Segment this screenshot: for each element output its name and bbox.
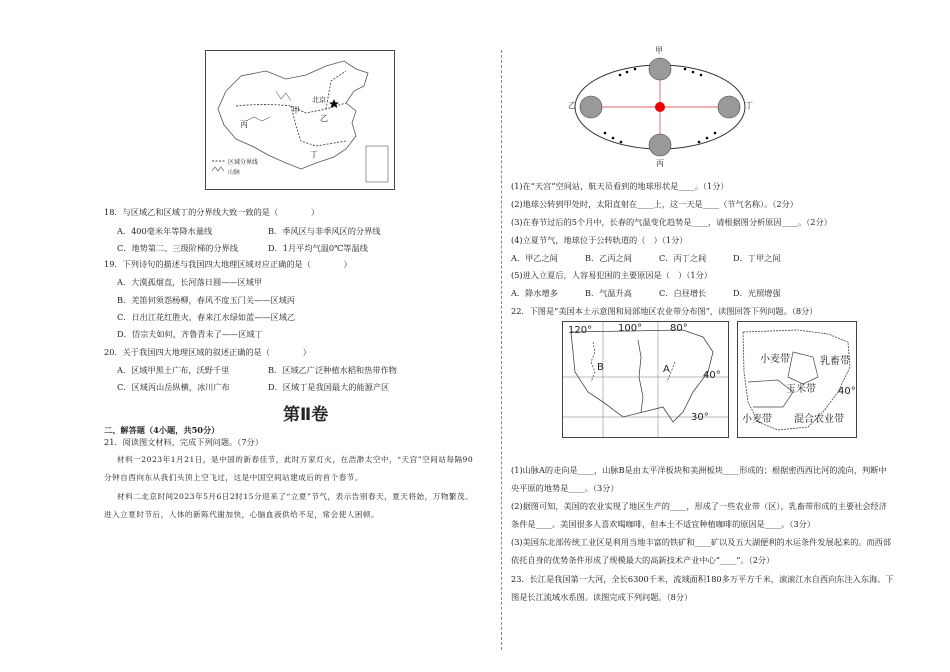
- orbit-label-ding: 丁: [745, 101, 753, 110]
- q22-item-3-line1: (3)美国东北部传统工业区是利用当地丰富的铁矿和____矿以及五大湖便利的水运条件发展起来的。而西部: [511, 537, 892, 547]
- section-2-title: 第Ⅱ卷: [283, 405, 329, 425]
- q18-option-c[interactable]: C．地势第二、三级阶梯的分界线: [117, 243, 238, 253]
- map-label-jia: 甲: [292, 106, 300, 115]
- beijing-star-icon: [329, 99, 339, 108]
- q19-option-a[interactable]: A．大漠孤烟直，长河落日圆——区域甲: [117, 277, 263, 287]
- q20-option-d[interactable]: D．区域丁是我国最大的能源产区: [268, 382, 390, 392]
- q21-item-1: (1)在“天宫”空间站，航天员看到的地球形状是____。（1分）: [511, 181, 729, 191]
- orbit-svg: [565, 45, 755, 170]
- q20-option-b[interactable]: B．区域乙广泛种植水稻和热带作物: [268, 365, 397, 375]
- earth-orbit-diagram: [565, 45, 755, 170]
- sun-icon: [655, 102, 665, 112]
- material2-line2: 进入立夏时节后，人体的新陈代谢加快，心脑血液供给不足，常会使人困顿。: [104, 510, 380, 519]
- map-label-ding: 丁: [310, 150, 318, 159]
- q21-4-option-c[interactable]: C．丙丁之间: [659, 253, 707, 263]
- question-22-stem: 22．下图是“美国本土示意图和局部地区农业带分布图”，读图回答下列问题。（8分）: [511, 306, 818, 316]
- q20-option-c[interactable]: C．区域丙山岳纵横，冰川广布: [117, 382, 230, 392]
- question-19-stem: 19．下列诗句的描述与我国四大地理区域对应正确的是（ ）: [104, 259, 352, 269]
- part2-heading: 二、解答题（4小题，共50分）: [104, 425, 220, 435]
- agriculture-belts-map: [737, 321, 857, 438]
- q21-5-option-b[interactable]: B．气温升高: [585, 288, 632, 298]
- belt-lat-label-40: 40°: [838, 386, 856, 397]
- mountain-label-b: B: [597, 362, 604, 373]
- q21-5-option-c[interactable]: C．白昼增长: [659, 288, 707, 298]
- q21-item-3: (3)在春节过后的5个月中，长春的气温变化趋势是____，请根据图分析原因____。（2分）: [511, 217, 832, 227]
- q21-4-option-a[interactable]: A．甲乙之间: [511, 253, 558, 263]
- belt-label-wheat-north: 小麦带: [760, 354, 790, 365]
- question-18-stem: 18．与区域乙和区域丁的分界线大致一致的是（ ）: [104, 207, 320, 217]
- us-map: [562, 321, 729, 438]
- map-label-yi: 乙: [320, 114, 328, 123]
- earth-ding-icon: [718, 96, 740, 118]
- belt-label-mixed: 混合农业带: [794, 414, 844, 425]
- material1-line1: 材料一2023年1月21日，是中国的新春佳节，此时万家灯火，在浩渺太空中，“天宫”空间站每隔90: [117, 455, 474, 464]
- earth-bing-icon: [649, 134, 671, 156]
- belt-label-dairy: 乳畜带: [820, 356, 850, 367]
- q21-item-4: (4)立夏节气，地球位于公转轨道的（ ）（1分）: [511, 235, 688, 245]
- china-regions-map: [205, 50, 395, 190]
- q22-item-3-line2: 依托自身的优势条件形成了规模最大的高新技术产业中心“____”。（2分）: [511, 555, 775, 565]
- q21-4-option-b[interactable]: B．乙丙之间: [585, 253, 632, 263]
- orbit-label-bing: 丙: [656, 159, 664, 168]
- q21-5-option-a[interactable]: A．降水增多: [511, 288, 558, 298]
- map-label-beijing: 北京: [312, 96, 326, 104]
- mountain-label-a: A: [663, 364, 670, 375]
- q18-option-b[interactable]: B．季风区与非季风区的分界线: [268, 226, 381, 236]
- legend-mountain: 山脉: [228, 169, 241, 176]
- q18-option-a[interactable]: A．400毫米年等降水量线: [117, 226, 213, 236]
- earth-yi-icon: [580, 96, 602, 118]
- question-23-line2: 图是长江流域水系图。读图完成下列问题。（8分）: [511, 592, 693, 602]
- q19-option-d[interactable]: D．岱宗夫如何，齐鲁青未了——区域丁: [117, 329, 263, 339]
- material2-line1: 材料二北京时间2023年5月6日2时15分迎来了“立夏”节气，表示告别春天，夏天将始，万物繁茂。: [117, 492, 474, 501]
- q21-item-5: (5)进入立夏后，人容易犯困的主要原因是（ ）（1分）: [511, 270, 713, 280]
- map-label-bing: 丙: [240, 120, 248, 129]
- q21-4-option-d[interactable]: D．丁甲之间: [733, 253, 781, 263]
- orbit-label-yi: 乙: [568, 101, 576, 110]
- q22-item-1-line2: 央平原的地势是____。（3分）: [511, 483, 619, 493]
- belt-label-wheat-south: 小麦带: [742, 414, 772, 425]
- q22-item-2-line2: 条件是____。美国很多人喜欢喝咖啡，但本土不适宜种植咖啡的原因是____。（3分）: [511, 519, 816, 529]
- q21-item-2: (2)地球公转到甲处时，太阳直射在____上，这一天是____（节气名称）。（2分）: [511, 199, 798, 209]
- question-20-stem: 20．关于我国四大地理区域的叙述正确的是（ ）: [104, 347, 311, 357]
- question-23-line1: 23．长江是我国第一大河，全长6300千米，流域面积180多万平方千米，滚滚江水自西向东注入东海。下: [511, 574, 894, 584]
- q22-item-1-line1: (1)山脉A的走向是____，山脉B是由太平洋板块和美洲板块____形成的；根据密西西比河的流向，判断中: [511, 465, 887, 475]
- q18-option-d[interactable]: D．1月平均气温0℃等温线: [268, 243, 368, 253]
- belt-label-corn: 玉米带: [786, 384, 816, 395]
- lat-label-30: 30°: [691, 412, 709, 423]
- lat-label-40: 40°: [703, 370, 721, 381]
- lon-label-100: 100°: [618, 323, 643, 334]
- q20-option-a[interactable]: A．区域甲黑土广布，沃野千里: [117, 365, 230, 375]
- question-21-stem: 21．阅读图文材料，完成下列问题。（7分）: [104, 437, 263, 447]
- material1-line2: 分钟自西向东从我们头顶上空飞过，这是中国空间站建成后的首个春节。: [104, 473, 363, 482]
- column-divider: [501, 50, 502, 650]
- q19-option-c[interactable]: C．日出江花红胜火，春来江水绿如蓝——区域乙: [117, 312, 296, 322]
- legend-boundary: 区域分界线: [228, 159, 259, 166]
- earth-jia-icon: [649, 58, 671, 80]
- q21-5-option-d[interactable]: D．光照增强: [733, 288, 781, 298]
- q22-item-2-line1: (2)据图可知，美国的农业实现了地区生产的____，形成了一些农业带（区），乳畜带形成的主要社会经济: [511, 501, 887, 511]
- lon-label-80: 80°: [670, 323, 688, 334]
- q19-option-b[interactable]: B．羌笛何须怨杨柳，春风不度玉门关——区域丙: [117, 295, 295, 305]
- orbit-label-jia: 甲: [655, 46, 663, 55]
- lon-label-120: 120°: [568, 325, 593, 336]
